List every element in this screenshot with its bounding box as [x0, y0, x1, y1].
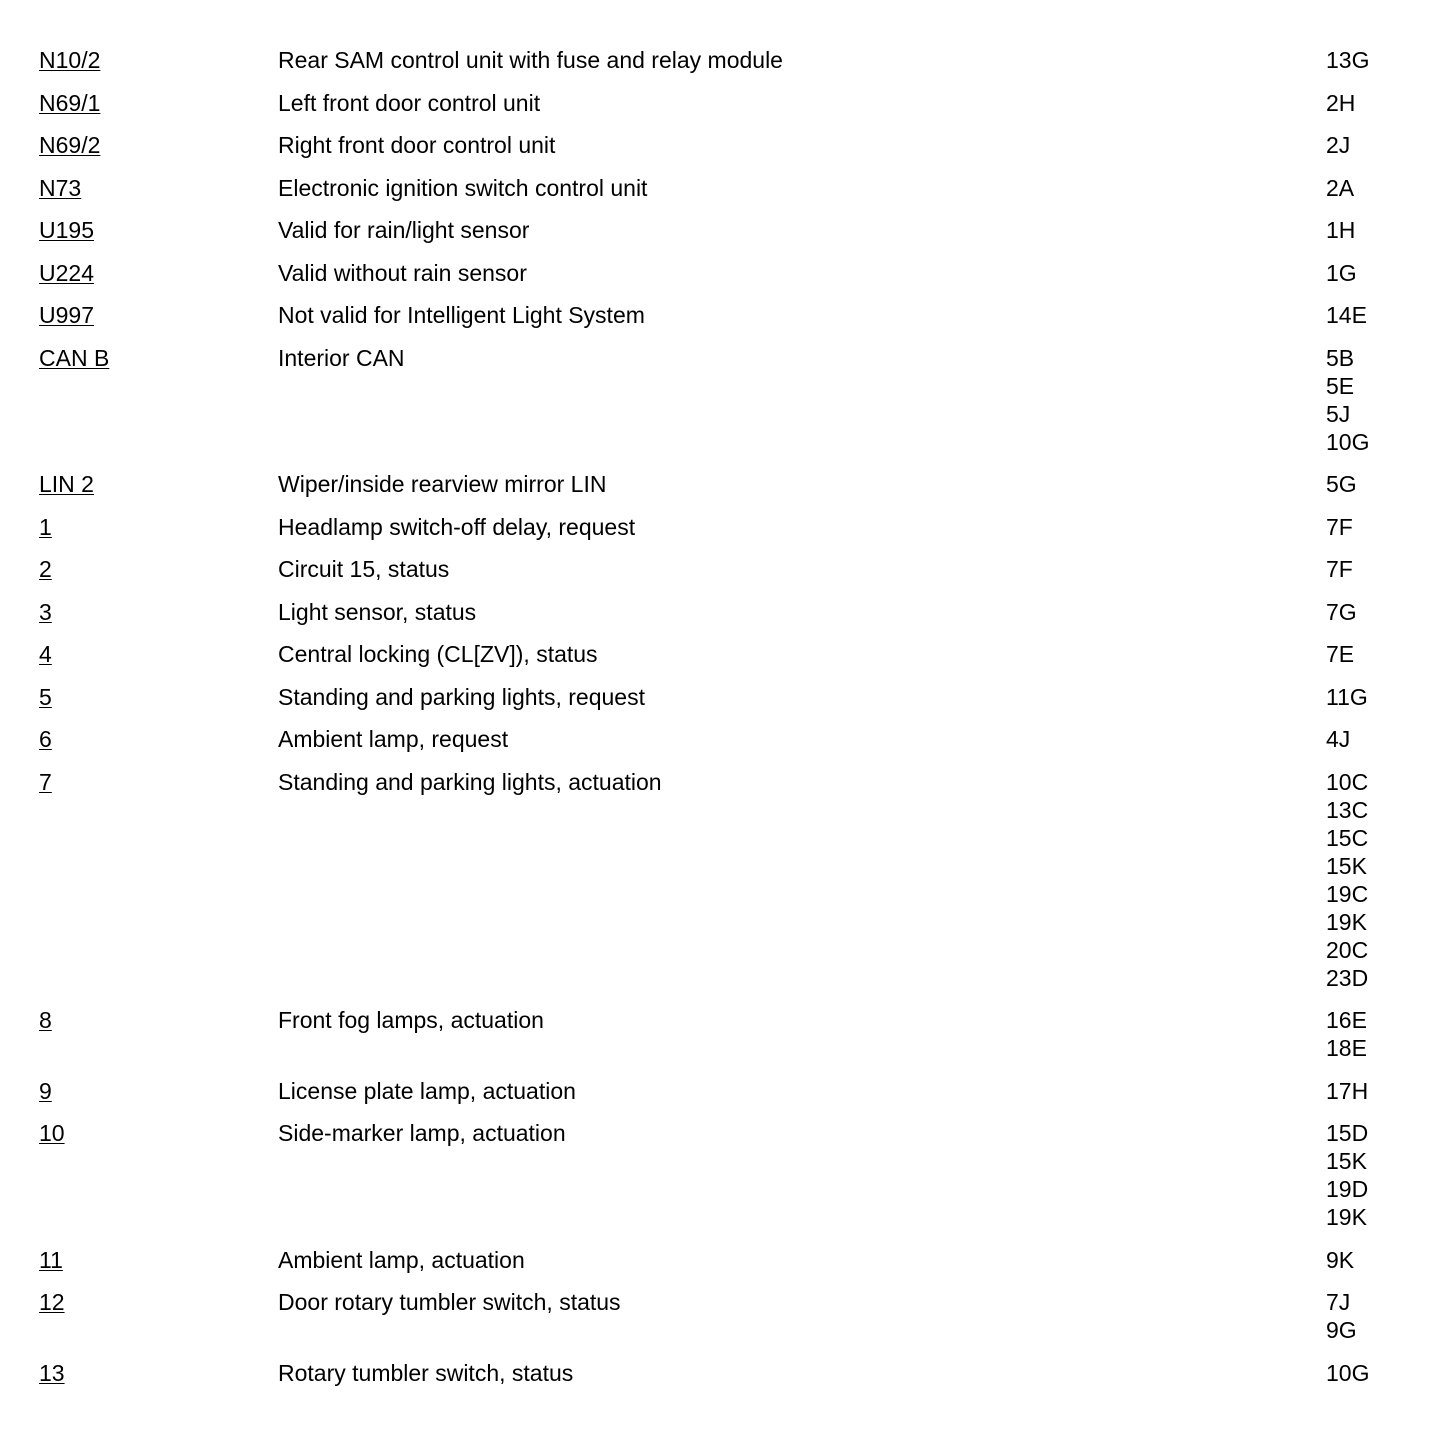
grid-reference: 18E	[1326, 1035, 1367, 1061]
component-code-link[interactable]: N10/2	[39, 47, 101, 73]
legend-row	[39, 640, 1399, 683]
grid-reference: 15D	[1326, 1120, 1369, 1146]
component-code-link[interactable]: 5	[39, 683, 52, 710]
grid-reference: 15C	[1326, 824, 1369, 851]
grid-reference: 9G	[1326, 1317, 1357, 1343]
grid-reference-list	[1326, 301, 1399, 329]
grid-reference: 9K	[1326, 1246, 1355, 1273]
grid-reference: 2J	[1326, 132, 1351, 158]
legend-row	[39, 598, 1399, 641]
grid-reference-list	[1326, 46, 1399, 74]
wiring-legend-table	[39, 46, 1399, 1401]
component-code-link[interactable]: 3	[39, 598, 52, 625]
grid-reference-list	[1326, 344, 1399, 456]
legend-row	[39, 1006, 1399, 1077]
grid-reference: 10G	[1326, 428, 1370, 455]
grid-reference-list	[1326, 216, 1399, 244]
component-code-link[interactable]: 9	[39, 1077, 52, 1104]
legend-row	[39, 301, 1399, 344]
component-code-link[interactable]: CAN B	[39, 344, 110, 371]
component-description: Not valid for Intelligent Light System	[278, 302, 645, 328]
grid-reference: 4J	[1326, 726, 1351, 752]
legend-row	[39, 513, 1399, 556]
grid-reference: 15K	[1326, 1148, 1367, 1174]
legend-row	[39, 1288, 1399, 1359]
legend-row	[39, 89, 1399, 132]
component-description: Left front door control unit	[278, 89, 541, 116]
grid-reference: 5J	[1326, 400, 1351, 427]
legend-row	[39, 174, 1399, 217]
component-description: Front fog lamps, actuation	[278, 1007, 544, 1033]
grid-reference: 5G	[1326, 471, 1357, 497]
component-code-link[interactable]: 4	[39, 641, 52, 667]
component-description: Standing and parking lights, request	[278, 683, 645, 710]
grid-reference-list	[1326, 640, 1399, 668]
grid-reference: 10C	[1326, 768, 1369, 795]
grid-reference-list	[1326, 259, 1399, 287]
legend-row	[39, 344, 1399, 471]
component-description: Door rotary tumbler switch, status	[278, 1289, 621, 1315]
component-description: Rotary tumbler switch, status	[278, 1359, 574, 1386]
legend-row	[39, 1077, 1399, 1120]
grid-reference-list	[1326, 174, 1399, 202]
grid-reference-list	[1326, 768, 1399, 992]
component-code-link[interactable]: 1	[39, 513, 52, 540]
grid-reference-list	[1326, 470, 1399, 498]
grid-reference: 19K	[1326, 908, 1367, 935]
grid-reference: 13C	[1326, 796, 1369, 823]
grid-reference: 11G	[1326, 683, 1368, 710]
grid-reference-list	[1326, 1006, 1399, 1062]
legend-row	[39, 1119, 1399, 1246]
component-code-link[interactable]: 13	[39, 1359, 65, 1386]
component-code-link[interactable]: 2	[39, 556, 52, 582]
component-description: Central locking (CL[ZV]), status	[278, 641, 598, 667]
grid-reference: 14E	[1326, 302, 1367, 328]
grid-reference: 19D	[1326, 1176, 1369, 1202]
component-code-link[interactable]: 10	[39, 1120, 65, 1146]
grid-reference: 7F	[1326, 556, 1353, 582]
grid-reference-list	[1326, 1246, 1399, 1274]
grid-reference: 15K	[1326, 852, 1367, 879]
component-code-link[interactable]: LIN 2	[39, 471, 94, 497]
component-code-link[interactable]: U195	[39, 217, 94, 243]
component-description: Light sensor, status	[278, 598, 477, 625]
grid-reference: 7J	[1326, 1289, 1351, 1315]
grid-reference: 1H	[1326, 217, 1356, 243]
component-description: Headlamp switch-off delay, request	[278, 513, 636, 540]
grid-reference: 5B	[1326, 344, 1355, 371]
grid-reference: 19K	[1326, 1204, 1367, 1230]
component-code-link[interactable]: 11	[39, 1246, 63, 1273]
grid-reference-list	[1326, 683, 1399, 711]
grid-reference: 17H	[1326, 1077, 1369, 1104]
grid-reference: 7E	[1326, 641, 1355, 667]
component-code-link[interactable]: 6	[39, 726, 52, 752]
component-code-link[interactable]: N69/2	[39, 132, 101, 158]
grid-reference: 7G	[1326, 598, 1357, 625]
component-description: Interior CAN	[278, 344, 405, 371]
component-code-link[interactable]: N73	[39, 174, 82, 201]
legend-row	[39, 131, 1399, 174]
grid-reference: 10G	[1326, 1359, 1370, 1386]
grid-reference: 2A	[1326, 174, 1355, 201]
component-code-link[interactable]: N69/1	[39, 89, 101, 116]
component-code-link[interactable]: 12	[39, 1289, 65, 1315]
legend-row	[39, 1246, 1399, 1289]
grid-reference-list	[1326, 131, 1399, 159]
grid-reference-list	[1326, 1359, 1399, 1387]
component-code-link[interactable]: 7	[39, 768, 52, 795]
grid-reference: 5E	[1326, 372, 1355, 399]
grid-reference: 20C	[1326, 936, 1369, 963]
component-description: License plate lamp, actuation	[278, 1077, 576, 1104]
component-description: Right front door control unit	[278, 132, 556, 158]
component-description: Ambient lamp, actuation	[278, 1246, 525, 1273]
component-description: Valid for rain/light sensor	[278, 217, 530, 243]
legend-row	[39, 259, 1399, 302]
legend-row	[39, 216, 1399, 259]
legend-row	[39, 768, 1399, 1007]
grid-reference: 16E	[1326, 1007, 1367, 1033]
legend-row	[39, 1359, 1399, 1402]
component-description: Standing and parking lights, actuation	[278, 768, 662, 795]
component-description: Circuit 15, status	[278, 556, 450, 582]
grid-reference: 13G	[1326, 47, 1370, 73]
component-description: Wiper/inside rearview mirror LIN	[278, 471, 607, 497]
grid-reference-list	[1326, 1288, 1399, 1344]
grid-reference-list	[1326, 89, 1399, 117]
component-description: Side-marker lamp, actuation	[278, 1120, 566, 1146]
grid-reference: 7F	[1326, 513, 1353, 540]
legend-row	[39, 555, 1399, 598]
grid-reference-list	[1326, 1077, 1399, 1105]
grid-reference-list	[1326, 725, 1399, 753]
legend-row	[39, 46, 1399, 89]
grid-reference-list	[1326, 1119, 1399, 1231]
component-description: Valid without rain sensor	[278, 259, 527, 286]
component-code-link[interactable]: 8	[39, 1007, 52, 1033]
component-description: Rear SAM control unit with fuse and relay module	[278, 47, 783, 73]
grid-reference-list	[1326, 513, 1399, 541]
component-description: Ambient lamp, request	[278, 726, 509, 752]
grid-reference: 23D	[1326, 964, 1369, 991]
component-description: Electronic ignition switch control unit	[278, 174, 648, 201]
grid-reference: 1G	[1326, 259, 1357, 286]
grid-reference: 19C	[1326, 880, 1369, 907]
legend-row	[39, 725, 1399, 768]
component-code-link[interactable]: U997	[39, 302, 94, 328]
grid-reference: 2H	[1326, 89, 1356, 116]
grid-reference-list	[1326, 555, 1399, 583]
grid-reference-list	[1326, 598, 1399, 626]
component-code-link[interactable]: U224	[39, 259, 94, 286]
legend-row	[39, 470, 1399, 513]
legend-row	[39, 683, 1399, 726]
